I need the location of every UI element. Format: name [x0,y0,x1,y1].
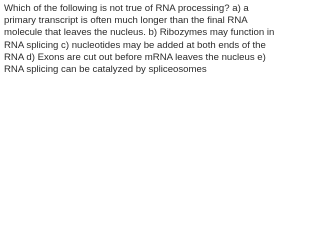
question-line: Which of the following is not true of RNA processing? a) a [4,3,249,14]
question-line: primary transcript is often much longer than the final RNA [4,15,248,27]
question-line: RNA splicing can be catalyzed by spliceosomes [4,64,207,76]
question-line: RNA d) Exons are cut out before mRNA leaves the nucleus e) [4,51,266,63]
question-line: molecule that leaves the nucleus. b) Ribozymes may function in [4,27,275,39]
question-text [4,3,275,76]
question-line: RNA splicing c) nucleotides may be added at both ends of the [4,39,266,51]
